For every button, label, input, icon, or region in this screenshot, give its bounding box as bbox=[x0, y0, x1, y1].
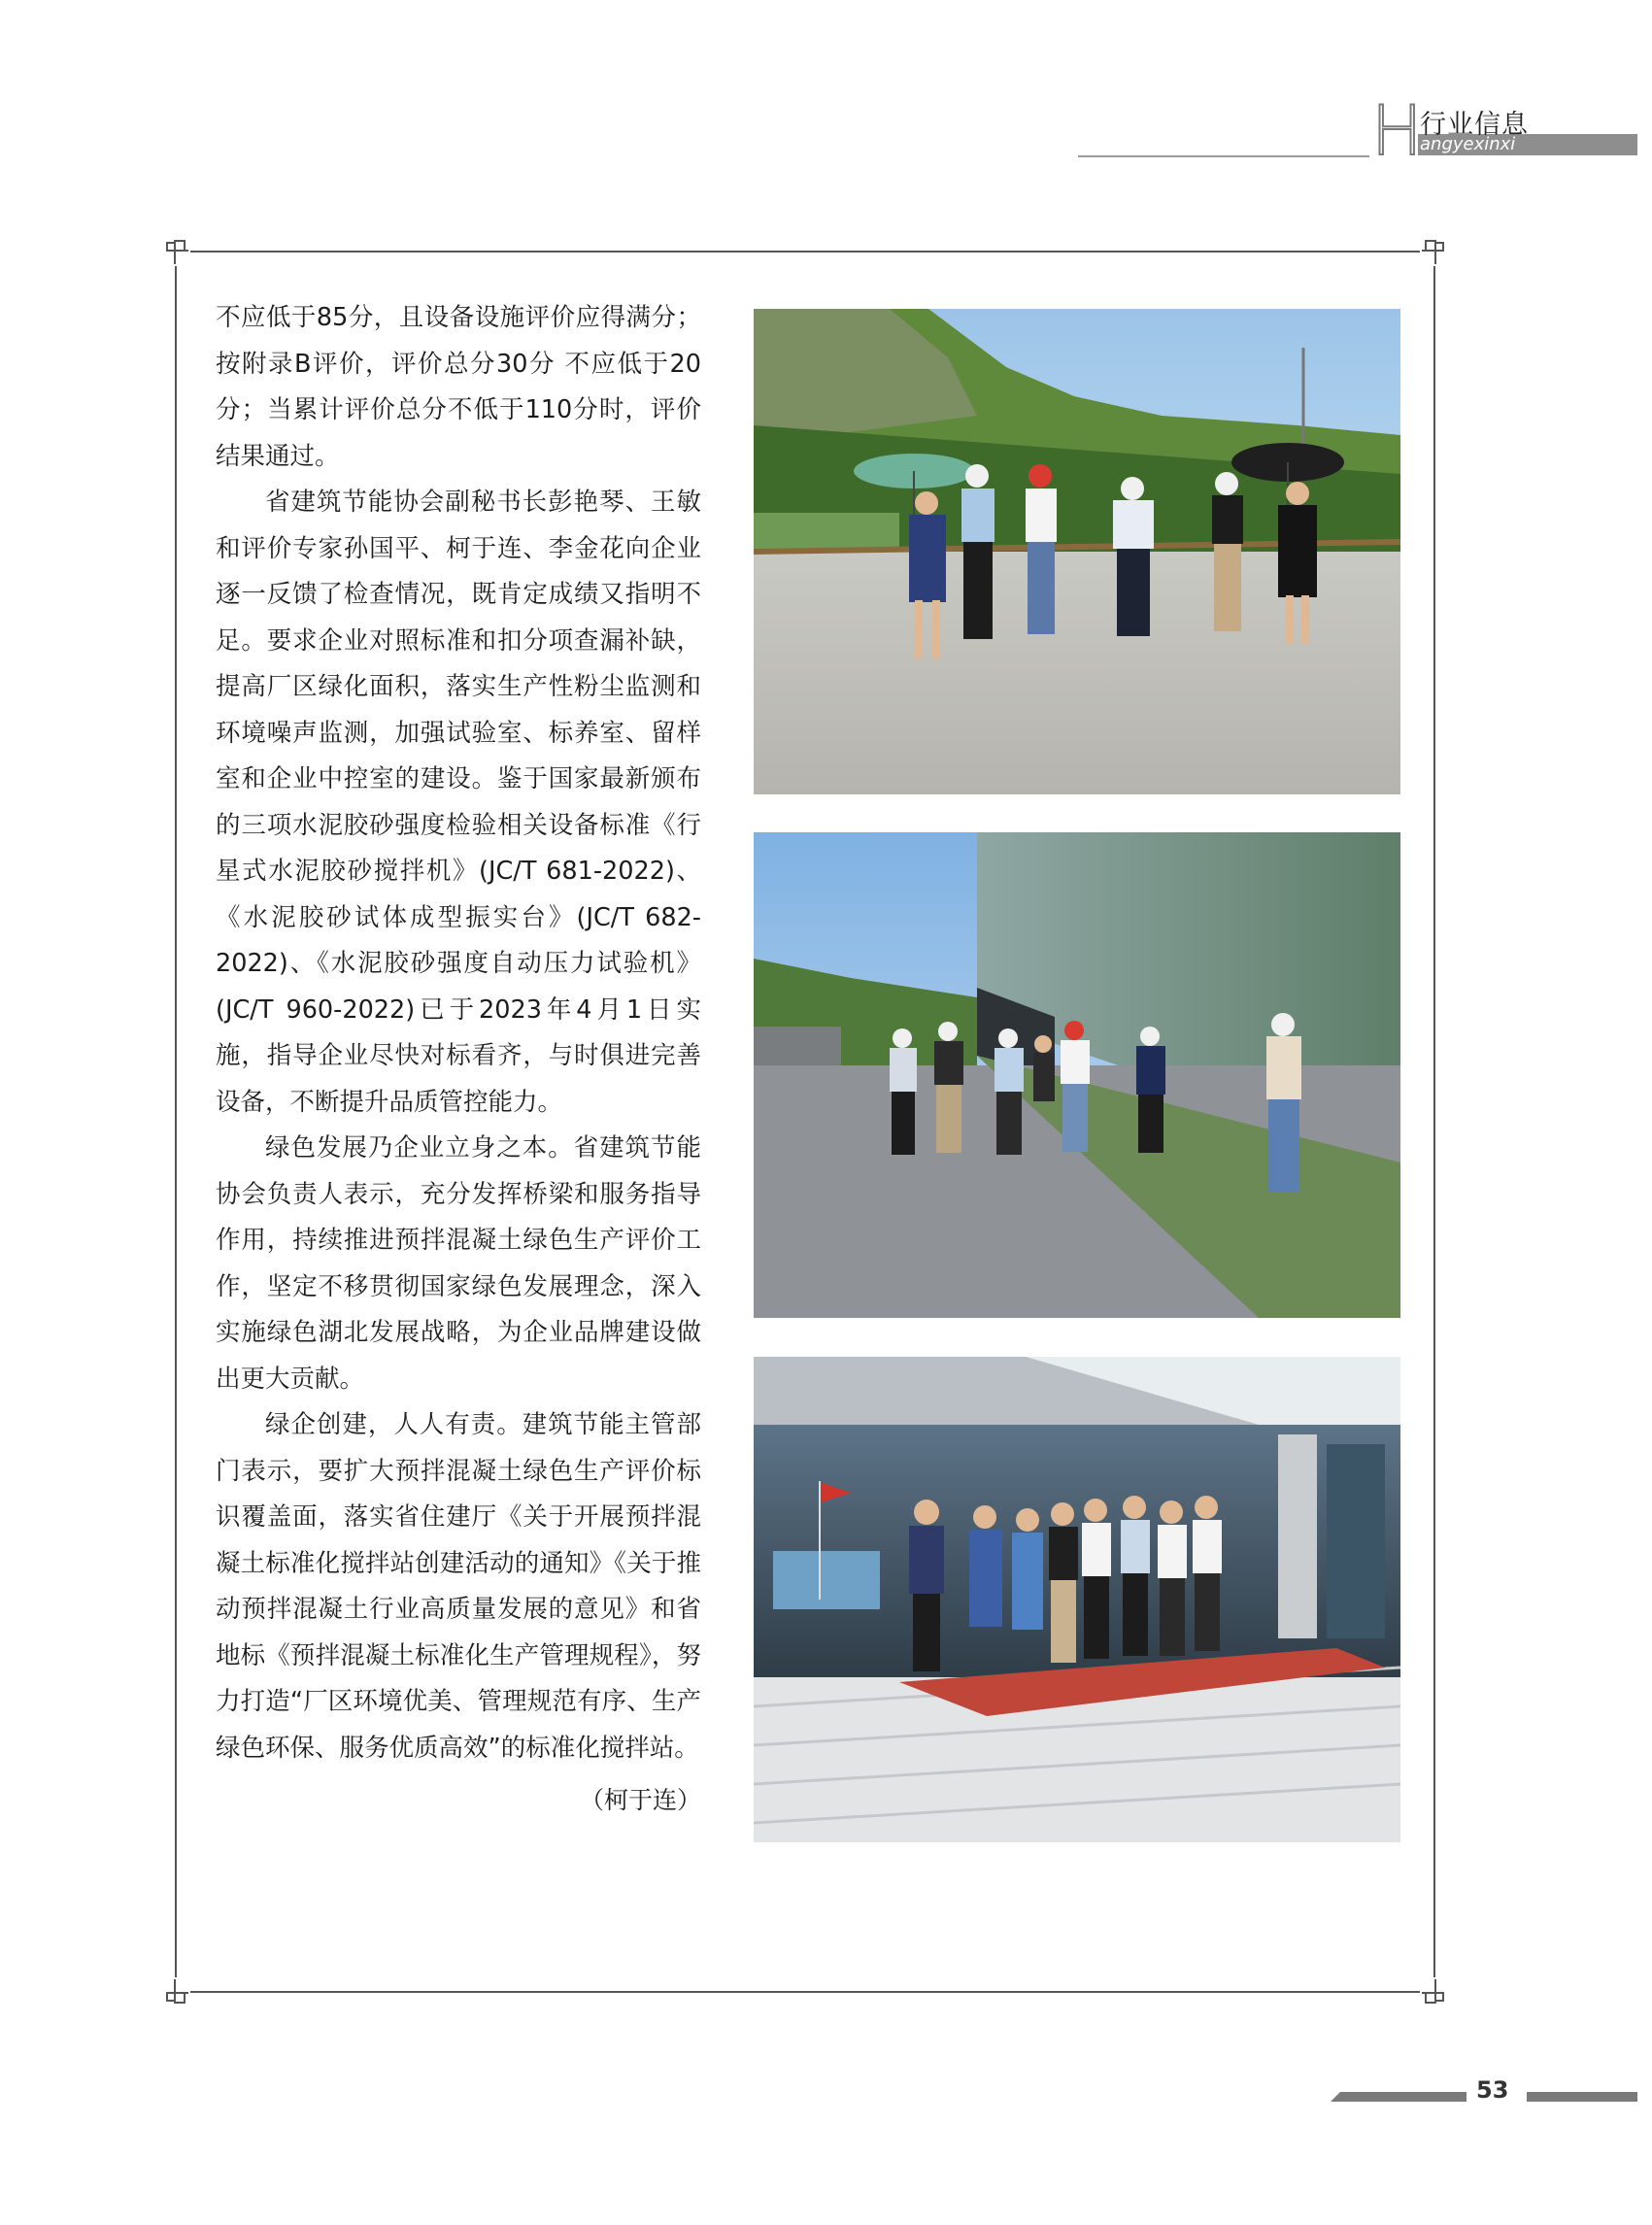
article-body bbox=[216, 295, 701, 1824]
photo-plant-walkway bbox=[754, 832, 1400, 1318]
frame-corner-ornament bbox=[161, 237, 190, 266]
header-rule bbox=[1078, 155, 1369, 157]
frame-corner-ornament bbox=[161, 1977, 190, 2006]
photo-group-entrance bbox=[754, 1357, 1400, 1842]
footer-bar-right bbox=[1527, 2092, 1637, 2102]
header-letter: H bbox=[1371, 91, 1423, 171]
paragraph: 绿企创建，人人有责。建筑节能主管部门表示，要扩大预拌混凝土绿色生产评价标识覆盖面，落实省住建厅《关于开展预拌混凝土标准化搅拌站创建活动的通知》《关于推动预拌混凝土行业高质量发展的意见》和省地标《预拌混凝土标准化生产管理规程》，努力打造“厂区环境优美、管理规范有序、生产绿色环保、服务优质高效”的标准化搅拌站。 bbox=[216, 1410, 701, 1763]
author-byline: （柯于连） bbox=[579, 1786, 701, 1814]
frame-corner-ornament bbox=[1420, 237, 1449, 266]
footer-bar-left bbox=[1331, 2092, 1467, 2102]
page-number: 53 bbox=[1476, 2076, 1509, 2104]
photo-site-inspection bbox=[754, 309, 1400, 794]
frame-corner-ornament bbox=[1420, 1977, 1449, 2006]
section-title: 行业信息 bbox=[1420, 110, 1529, 140]
paragraph: 绿色发展乃企业立身之本。省建筑节能协会负责人表示，充分发挥桥梁和服务指导作用，持续推进预拌混凝土绿色生产评价工作，坚定不移贯彻国家绿色发展理念，深入实施绿色湖北发展战略，为企业品牌建设做出更大贡献。 bbox=[216, 1133, 701, 1394]
paragraph: 不应低于85分，且设备设施评价应得满分；按附录B评价，评价总分30分 不应低于20分；当累计评价总分不低于110分时，评价结果通过。 bbox=[216, 303, 701, 471]
section-pinyin: angyexinxi bbox=[1420, 134, 1516, 154]
paragraph: 省建筑节能协会副秘书长彭艳琴、王敏和评价专家孙国平、柯于连、李金花向企业逐一反馈了检查情况，既肯定成绩又指明不足。要求企业对照标准和扣分项查漏补缺，提高厂区绿化面积，落实生产性粉尘监测和环境噪声监测，加强试验室、标养室、留样室和企业中控室的建设。鉴于国家最新颁布的三项水泥胶砂强度检验相关设备标准《行星式水泥胶砂搅拌机》(JC/T 681-2022)、《水泥胶砂试体成型振实台》(JC/T 682-2022)、《水泥胶砂强度自动压力试验机》(JC/T 960-2022)已于2023年4月1日实施，指导企业尽快对标看齐，与时俱进完善设备，不断提升品质管控能力。 bbox=[216, 488, 701, 1117]
